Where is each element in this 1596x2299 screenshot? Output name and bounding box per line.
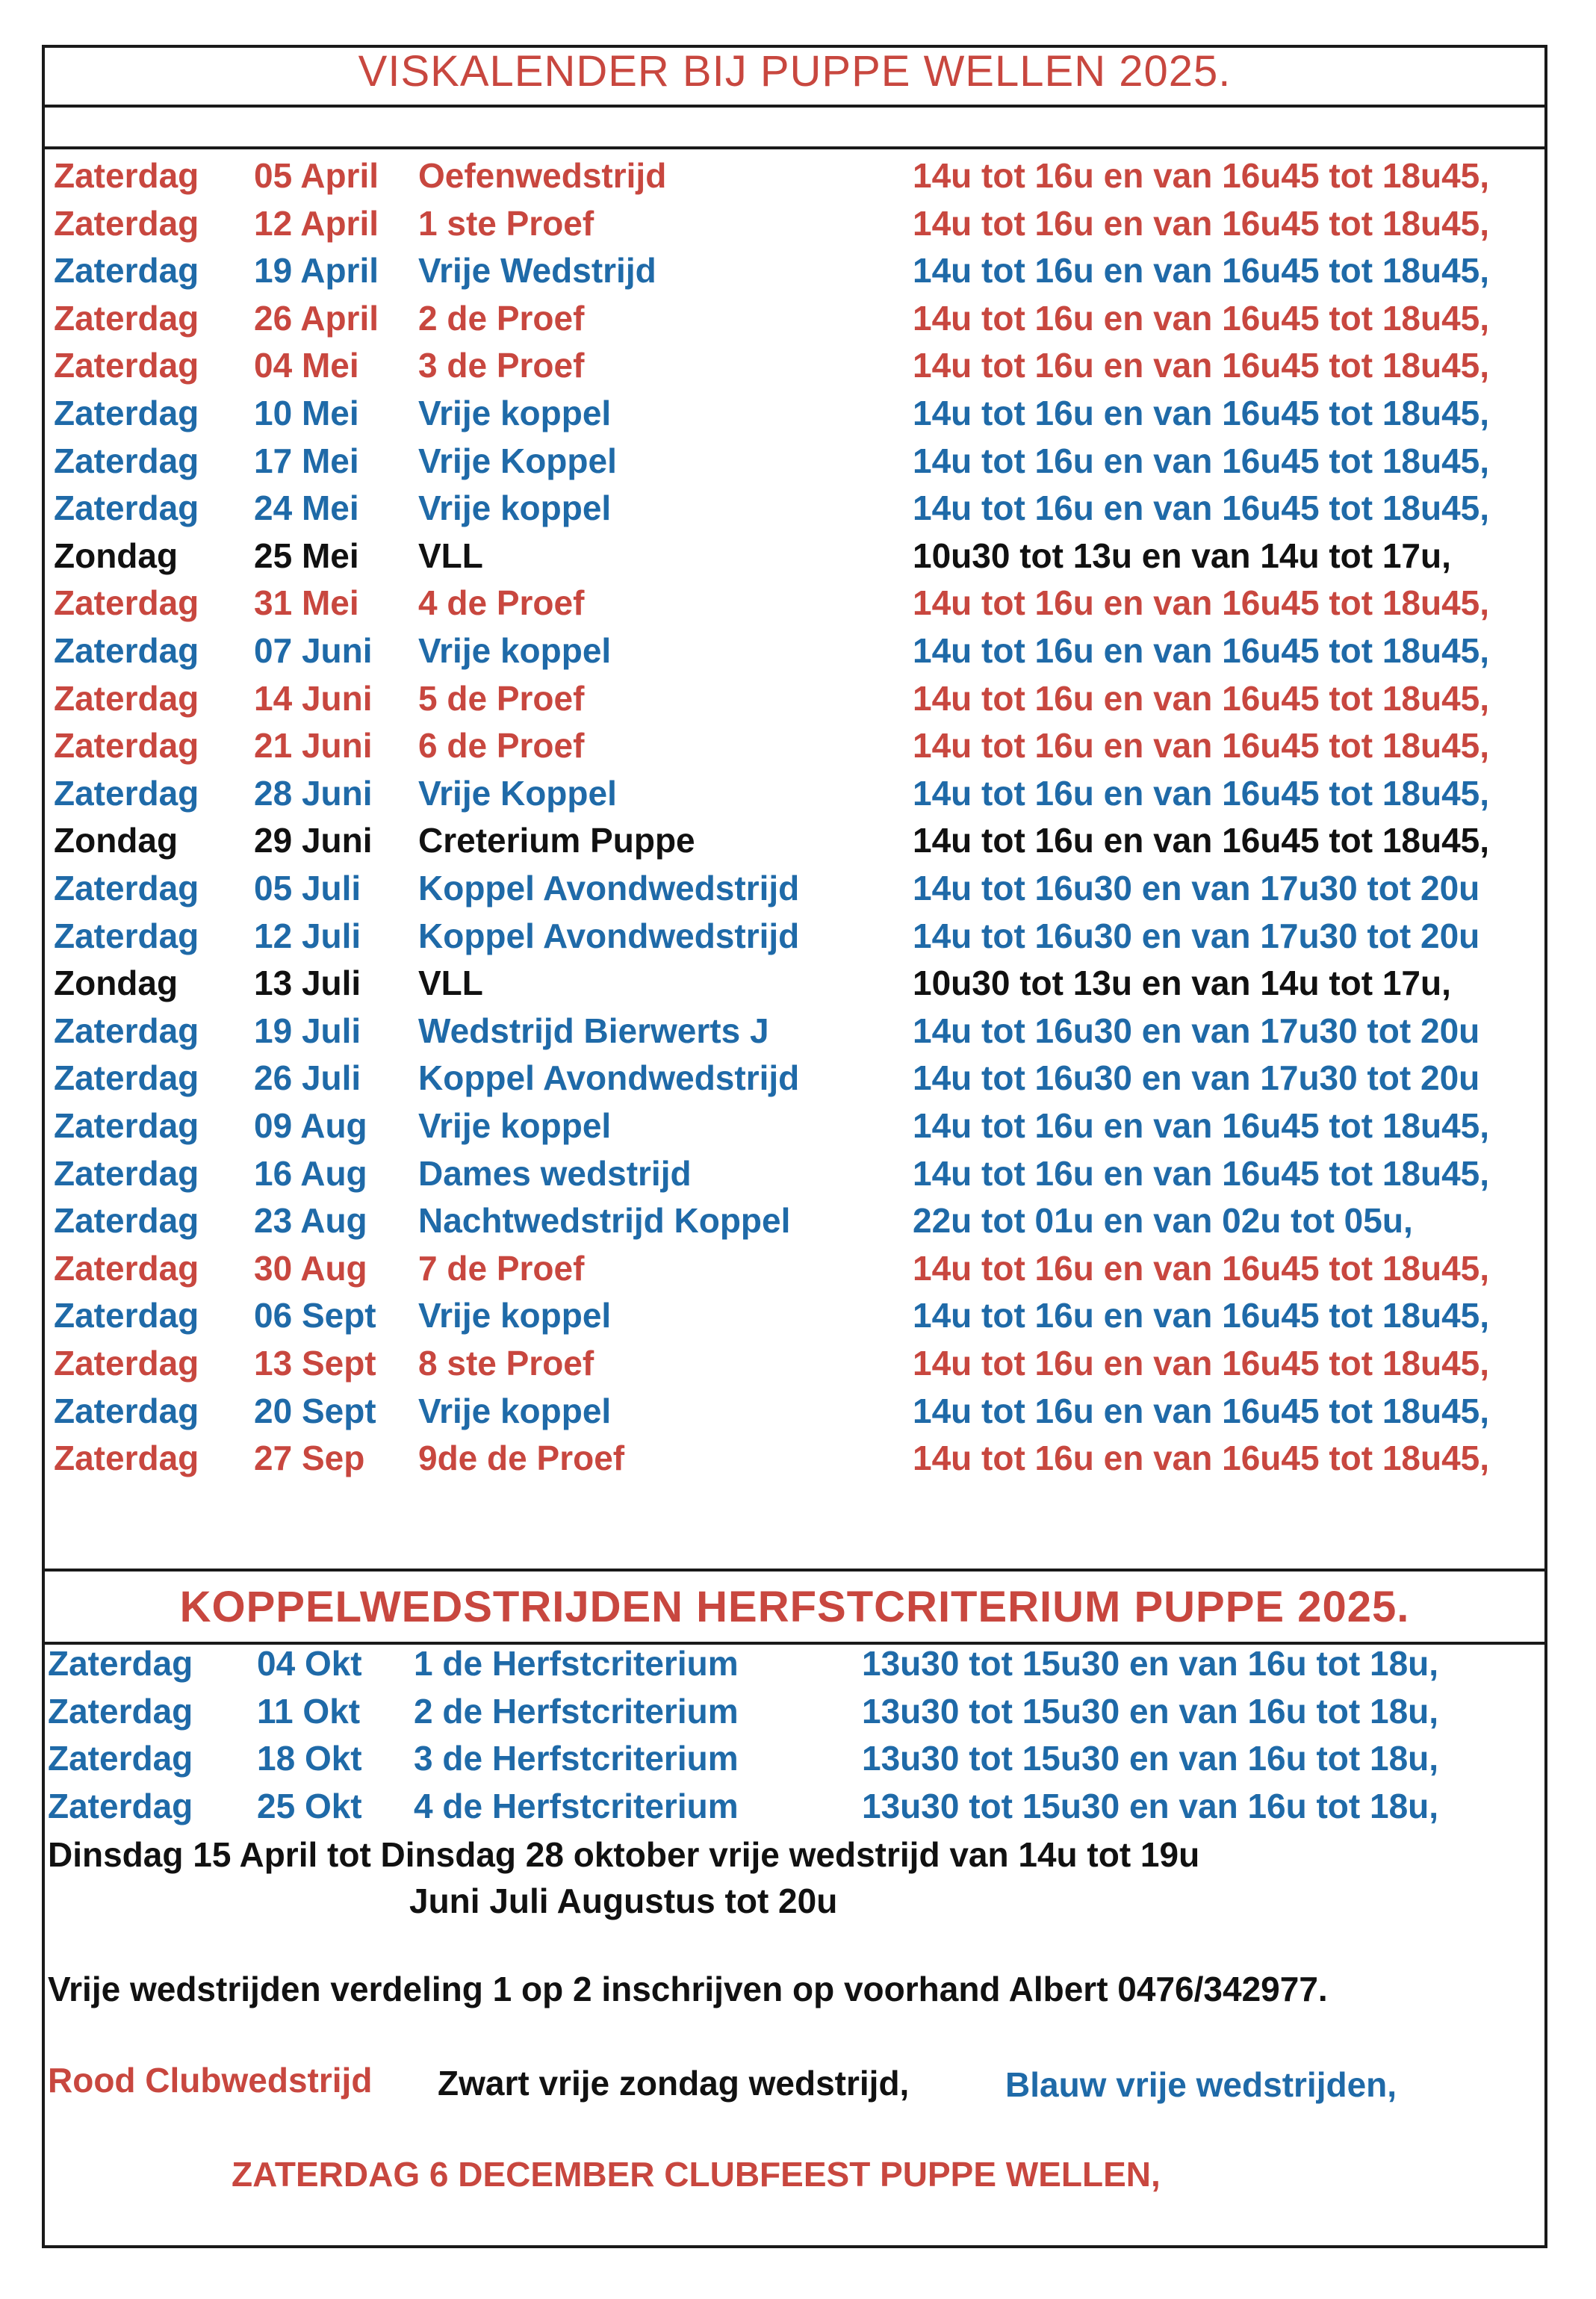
date-cell: 05 April bbox=[254, 156, 379, 195]
event-cell: Vrije Koppel bbox=[418, 441, 617, 480]
event-cell: Creterium Puppe bbox=[418, 821, 695, 860]
event-cell: Koppel Avondwedstrijd bbox=[418, 916, 800, 955]
event-cell: 5 de Proef bbox=[418, 678, 585, 718]
schedule-row bbox=[54, 583, 1540, 629]
schedule-row bbox=[54, 630, 1540, 677]
day-cell: Zaterdag bbox=[54, 488, 199, 528]
event-cell: Oefenwedstrijd bbox=[418, 156, 667, 195]
schedule-row bbox=[54, 1105, 1540, 1152]
date-cell: 31 Mei bbox=[254, 583, 359, 623]
day-cell: Zondag bbox=[54, 536, 178, 575]
event-cell: 9de de Proef bbox=[418, 1439, 625, 1478]
schedule-row bbox=[54, 488, 1540, 534]
event-cell: VLL bbox=[418, 964, 483, 1003]
day-cell: Zaterdag bbox=[54, 583, 199, 623]
time-cell: 14u tot 16u en van 16u45 tot 18u45, bbox=[913, 1153, 1490, 1193]
time-cell: 14u tot 16u30 en van 17u30 tot 20u bbox=[913, 1058, 1480, 1098]
time-cell: 14u tot 16u en van 16u45 tot 18u45, bbox=[913, 773, 1490, 813]
date-cell: 13 Sept bbox=[254, 1344, 376, 1383]
schedule-row bbox=[54, 250, 1540, 297]
date-cell: 12 April bbox=[254, 203, 379, 243]
schedule-row bbox=[54, 1343, 1540, 1389]
time-cell: 14u tot 16u en van 16u45 tot 18u45, bbox=[913, 203, 1490, 243]
time-cell: 14u tot 16u en van 16u45 tot 18u45, bbox=[913, 1296, 1490, 1335]
day-cell: Zaterdag bbox=[54, 346, 199, 385]
date-cell: 24 Mei bbox=[254, 488, 359, 528]
time-cell: 14u tot 16u en van 16u45 tot 18u45, bbox=[913, 1344, 1490, 1383]
time-cell: 14u tot 16u en van 16u45 tot 18u45, bbox=[913, 1439, 1490, 1478]
day-cell: Zaterdag bbox=[54, 916, 199, 955]
day-cell: Zaterdag bbox=[54, 1058, 199, 1098]
note-summer: Juni Juli Augustus tot 20u bbox=[409, 1881, 838, 1920]
date-cell: 09 Aug bbox=[254, 1106, 367, 1145]
date-cell: 07 Juni bbox=[254, 631, 373, 670]
day-cell: Zaterdag bbox=[54, 1201, 199, 1241]
schedule-row bbox=[54, 916, 1540, 962]
day-cell: Zaterdag bbox=[54, 1153, 199, 1193]
date-cell: 13 Juli bbox=[254, 964, 361, 1003]
day-cell: Zaterdag bbox=[54, 1296, 199, 1335]
date-cell: 04 Okt bbox=[257, 1644, 362, 1683]
day-cell: Zaterdag bbox=[48, 1691, 193, 1731]
time-cell: 14u tot 16u30 en van 17u30 tot 20u bbox=[913, 869, 1480, 908]
schedule-row bbox=[54, 963, 1540, 1009]
event-cell: 4 de Herfstcriterium bbox=[414, 1786, 739, 1825]
date-cell: 25 Mei bbox=[254, 536, 359, 575]
date-cell: 21 Juni bbox=[254, 726, 373, 766]
date-cell: 26 Juli bbox=[254, 1058, 361, 1098]
event-cell: Vrije Koppel bbox=[418, 773, 617, 813]
time-cell: 14u tot 16u en van 16u45 tot 18u45, bbox=[913, 726, 1490, 766]
day-cell: Zaterdag bbox=[54, 156, 199, 195]
schedule-row bbox=[54, 441, 1540, 487]
schedule-row bbox=[54, 1200, 1540, 1247]
event-cell: Vrije koppel bbox=[418, 394, 612, 432]
date-cell: 18 Okt bbox=[257, 1739, 362, 1778]
schedule-row bbox=[54, 1248, 1540, 1294]
event-cell: 4 de Proef bbox=[418, 583, 585, 623]
time-cell: 14u tot 16u en van 16u45 tot 18u45, bbox=[913, 441, 1490, 480]
divider-herfst-top bbox=[42, 1569, 1547, 1572]
date-cell: 29 Juni bbox=[254, 821, 373, 860]
time-cell: 14u tot 16u en van 16u45 tot 18u45, bbox=[913, 1106, 1490, 1145]
schedule-row bbox=[54, 1058, 1540, 1104]
event-cell: Dames wedstrijd bbox=[418, 1153, 692, 1193]
herfst-row bbox=[48, 1786, 1534, 1832]
schedule-row bbox=[54, 155, 1540, 202]
day-cell: Zondag bbox=[54, 964, 178, 1003]
day-cell: Zaterdag bbox=[48, 1739, 193, 1778]
date-cell: 05 Juli bbox=[254, 869, 361, 908]
time-cell: 10u30 tot 13u en van 14u tot 17u, bbox=[913, 536, 1451, 575]
schedule-row bbox=[54, 298, 1540, 344]
schedule-row bbox=[54, 678, 1540, 725]
time-cell: 13u30 tot 15u30 en van 16u tot 18u, bbox=[862, 1739, 1439, 1778]
time-cell: 14u tot 16u30 en van 17u30 tot 20u bbox=[913, 1011, 1480, 1050]
time-cell: 14u tot 16u en van 16u45 tot 18u45, bbox=[913, 821, 1490, 860]
date-cell: 19 Juli bbox=[254, 1011, 361, 1050]
day-cell: Zaterdag bbox=[54, 1391, 199, 1430]
date-cell: 20 Sept bbox=[254, 1391, 376, 1430]
event-cell: 2 de Proef bbox=[418, 298, 585, 338]
legend-blue: Blauw vrije wedstrijden, bbox=[1005, 2065, 1397, 2104]
day-cell: Zaterdag bbox=[54, 203, 199, 243]
legend-black: Zwart vrije zondag wedstrijd, bbox=[438, 2064, 910, 2103]
schedule-row bbox=[54, 1391, 1540, 1437]
event-cell: Vrije koppel bbox=[418, 488, 612, 528]
note-period: Dinsdag 15 April tot Dinsdag 28 oktober vrije wedstrijd van 14u tot 19u bbox=[48, 1835, 1200, 1874]
time-cell: 14u tot 16u en van 16u45 tot 18u45, bbox=[913, 298, 1490, 338]
date-cell: 19 April bbox=[254, 251, 379, 291]
event-cell: Nachtwedstrijd Koppel bbox=[418, 1201, 791, 1241]
day-cell: Zondag bbox=[54, 821, 178, 860]
date-cell: 06 Sept bbox=[254, 1296, 376, 1335]
schedule-row bbox=[54, 1295, 1540, 1341]
schedule-row bbox=[54, 820, 1540, 866]
date-cell: 10 Mei bbox=[254, 394, 359, 432]
note-clubfeest: ZATERDAG 6 DECEMBER CLUBFEEST PUPPE WELLEN, bbox=[232, 2155, 1161, 2194]
schedule-row bbox=[54, 1011, 1540, 1057]
time-cell: 14u tot 16u en van 16u45 tot 18u45, bbox=[913, 488, 1490, 528]
event-cell: 6 de Proef bbox=[418, 726, 585, 766]
schedule-row bbox=[54, 1438, 1540, 1484]
day-cell: Zaterdag bbox=[54, 251, 199, 291]
event-cell: Vrije Wedstrijd bbox=[418, 251, 656, 291]
date-cell: 23 Aug bbox=[254, 1201, 367, 1241]
event-cell: 3 de Proef bbox=[418, 346, 585, 385]
time-cell: 13u30 tot 15u30 en van 16u tot 18u, bbox=[862, 1644, 1439, 1683]
event-cell: Vrije koppel bbox=[418, 631, 612, 670]
date-cell: 14 Juni bbox=[254, 678, 373, 718]
day-cell: Zaterdag bbox=[54, 1344, 199, 1383]
day-cell: Zaterdag bbox=[54, 1011, 199, 1050]
time-cell: 22u tot 01u en van 02u tot 05u, bbox=[913, 1201, 1413, 1241]
time-cell: 10u30 tot 13u en van 14u tot 17u, bbox=[913, 964, 1451, 1003]
event-cell: Vrije koppel bbox=[418, 1391, 612, 1430]
schedule-row bbox=[54, 536, 1540, 582]
event-cell: 1 de Herfstcriterium bbox=[414, 1644, 739, 1683]
schedule-row bbox=[54, 868, 1540, 914]
event-cell: Vrije koppel bbox=[418, 1296, 612, 1335]
herfst-row bbox=[48, 1643, 1534, 1690]
time-cell: 14u tot 16u30 en van 17u30 tot 20u bbox=[913, 916, 1480, 955]
schedule-row bbox=[54, 203, 1540, 249]
time-cell: 14u tot 16u en van 16u45 tot 18u45, bbox=[913, 394, 1490, 432]
date-cell: 11 Okt bbox=[257, 1691, 361, 1731]
schedule-row bbox=[54, 1153, 1540, 1200]
event-cell: VLL bbox=[418, 536, 483, 575]
date-cell: 12 Juli bbox=[254, 916, 361, 955]
event-cell: Vrije koppel bbox=[418, 1106, 612, 1145]
divider-top bbox=[42, 105, 1547, 108]
event-cell: 1 ste Proef bbox=[418, 203, 594, 243]
day-cell: Zaterdag bbox=[54, 1439, 199, 1478]
date-cell: 27 Sep bbox=[254, 1439, 365, 1478]
date-cell: 16 Aug bbox=[254, 1153, 367, 1193]
schedule-row bbox=[54, 345, 1540, 391]
time-cell: 14u tot 16u en van 16u45 tot 18u45, bbox=[913, 346, 1490, 385]
event-cell: Koppel Avondwedstrijd bbox=[418, 869, 800, 908]
schedule-row bbox=[54, 773, 1540, 819]
date-cell: 26 April bbox=[254, 298, 379, 338]
page-title: VISKALENDER BIJ PUPPE WELLEN 2025. bbox=[358, 47, 1232, 96]
herfst-row bbox=[48, 1738, 1534, 1784]
time-cell: 14u tot 16u en van 16u45 tot 18u45, bbox=[913, 678, 1490, 718]
date-cell: 04 Mei bbox=[254, 346, 359, 385]
divider-header bbox=[42, 146, 1547, 149]
herfst-row bbox=[48, 1691, 1534, 1737]
time-cell: 13u30 tot 15u30 en van 16u tot 18u, bbox=[862, 1786, 1439, 1825]
day-cell: Zaterdag bbox=[48, 1786, 193, 1825]
day-cell: Zaterdag bbox=[54, 1106, 199, 1145]
event-cell: Koppel Avondwedstrijd bbox=[418, 1058, 800, 1098]
herfst-title: KOPPELWEDSTRIJDEN HERFSTCRITERIUM PUPPE 2025. bbox=[179, 1583, 1410, 1631]
day-cell: Zaterdag bbox=[54, 298, 199, 338]
legend-red: Rood Clubwedstrijd bbox=[48, 2061, 373, 2100]
event-cell: 3 de Herfstcriterium bbox=[414, 1739, 739, 1778]
date-cell: 25 Okt bbox=[257, 1786, 362, 1825]
time-cell: 14u tot 16u en van 16u45 tot 18u45, bbox=[913, 1391, 1490, 1430]
time-cell: 14u tot 16u en van 16u45 tot 18u45, bbox=[913, 1248, 1490, 1288]
date-cell: 30 Aug bbox=[254, 1248, 367, 1288]
date-cell: 28 Juni bbox=[254, 773, 373, 813]
day-cell: Zaterdag bbox=[54, 1248, 199, 1288]
event-cell: Wedstrijd Bierwerts J bbox=[418, 1011, 769, 1050]
time-cell: 13u30 tot 15u30 en van 16u tot 18u, bbox=[862, 1691, 1439, 1731]
day-cell: Zaterdag bbox=[54, 678, 199, 718]
time-cell: 14u tot 16u en van 16u45 tot 18u45, bbox=[913, 631, 1490, 670]
note-registration: Vrije wedstrijden verdeling 1 op 2 inschrijven op voorhand Albert 0476/342977. bbox=[48, 1970, 1328, 2008]
time-cell: 14u tot 16u en van 16u45 tot 18u45, bbox=[913, 583, 1490, 623]
event-cell: 2 de Herfstcriterium bbox=[414, 1691, 739, 1731]
date-cell: 17 Mei bbox=[254, 441, 359, 480]
time-cell: 14u tot 16u en van 16u45 tot 18u45, bbox=[913, 251, 1490, 291]
day-cell: Zaterdag bbox=[54, 726, 199, 766]
day-cell: Zaterdag bbox=[54, 441, 199, 480]
day-cell: Zaterdag bbox=[54, 773, 199, 813]
day-cell: Zaterdag bbox=[54, 869, 199, 908]
schedule-row bbox=[54, 393, 1540, 439]
time-cell: 14u tot 16u en van 16u45 tot 18u45, bbox=[913, 156, 1490, 195]
day-cell: Zaterdag bbox=[54, 631, 199, 670]
day-cell: Zaterdag bbox=[48, 1644, 193, 1683]
event-cell: 7 de Proef bbox=[418, 1248, 585, 1288]
day-cell: Zaterdag bbox=[54, 394, 199, 432]
event-cell: 8 ste Proef bbox=[418, 1344, 594, 1383]
schedule-row bbox=[54, 725, 1540, 772]
